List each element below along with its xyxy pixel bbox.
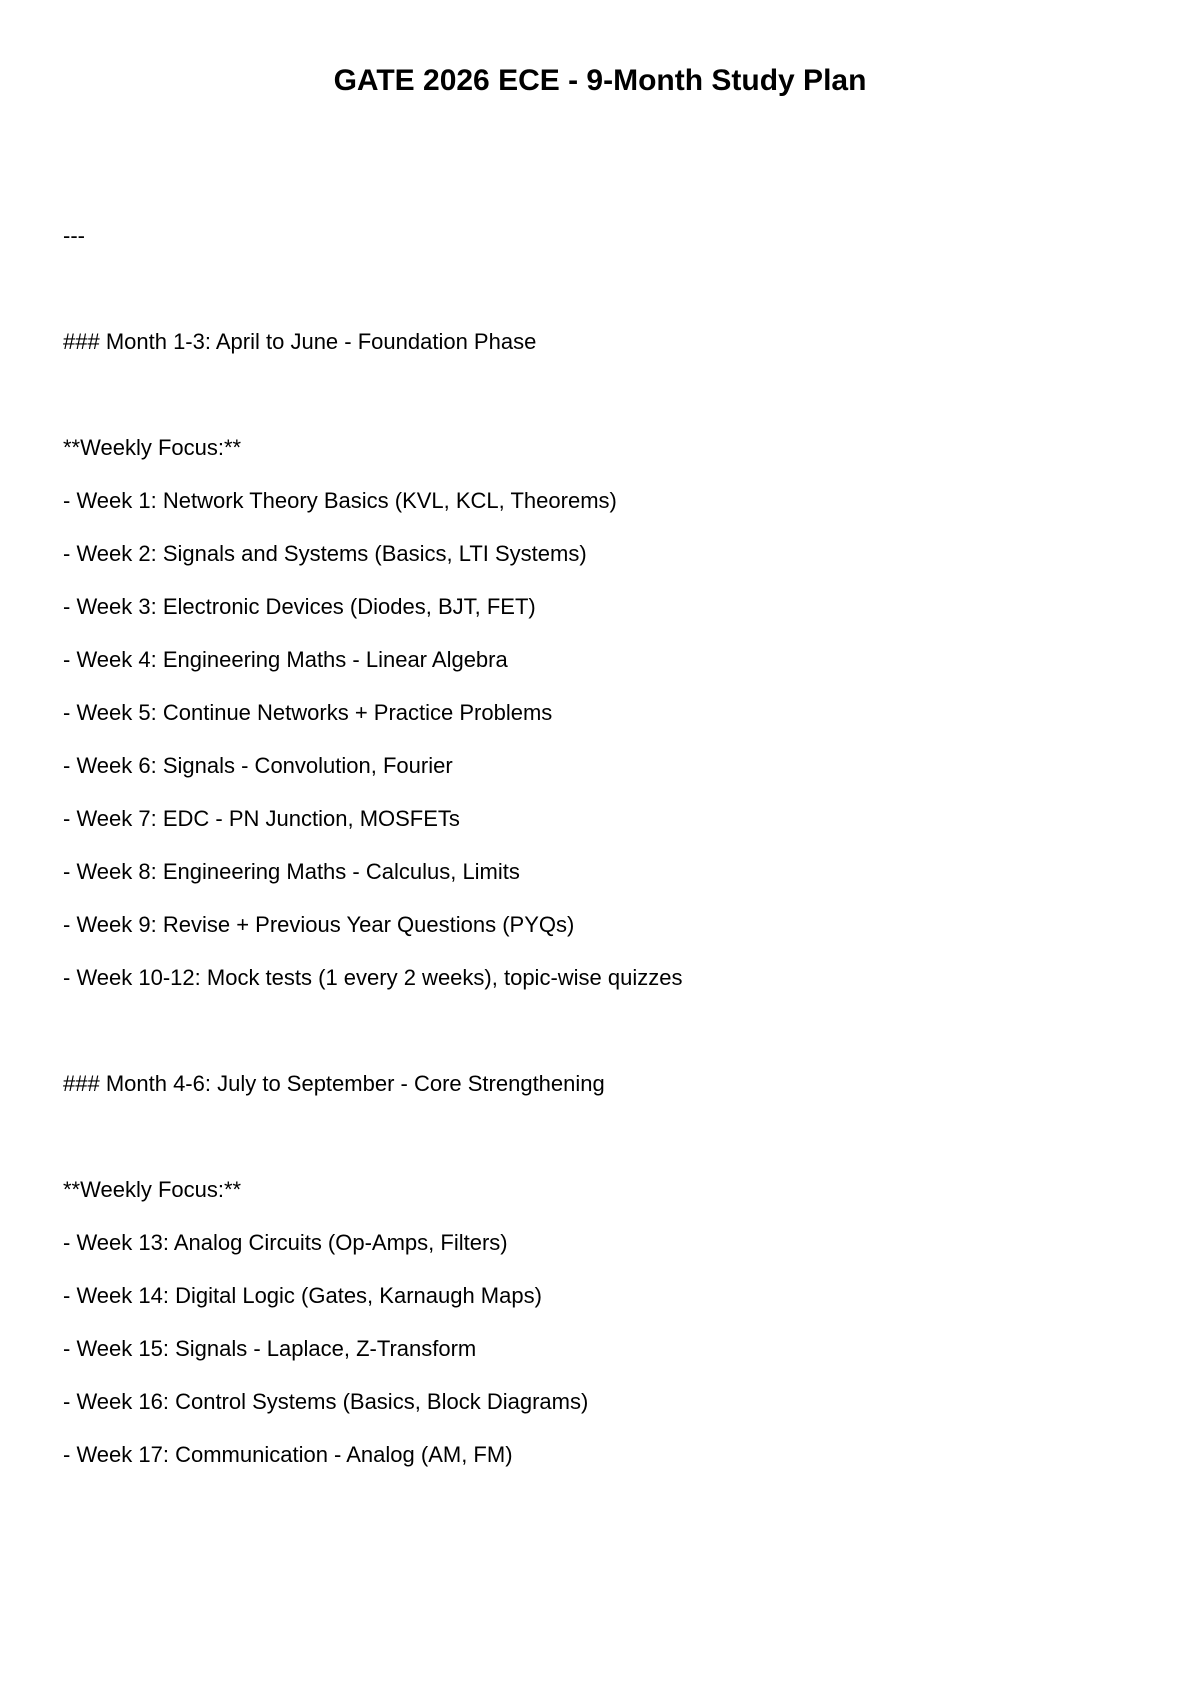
list-item: - Week 17: Communication - Analog (AM, FM)	[63, 1442, 513, 1467]
list-item: - Week 10-12: Mock tests (1 every 2 weeks), topic-wise quizzes	[63, 965, 683, 990]
list-item: - Week 7: EDC - PN Junction, MOSFETs	[63, 806, 460, 831]
weekly-focus-label: **Weekly Focus:**	[63, 435, 242, 460]
list-item: - Week 4: Engineering Maths - Linear Algebra	[63, 647, 508, 672]
list-item: - Week 2: Signals and Systems (Basics, LTI Systems)	[63, 541, 587, 566]
list-item: - Week 5: Continue Networks + Practice Problems	[63, 700, 553, 725]
document-title: GATE 2026 ECE - 9-Month Study Plan	[333, 64, 867, 97]
list-item: - Week 15: Signals - Laplace, Z-Transform	[63, 1336, 477, 1361]
list-item: - Week 6: Signals - Convolution, Fourier	[63, 753, 453, 778]
list-item: - Week 1: Network Theory Basics (KVL, KCL, Theorems)	[63, 488, 617, 513]
weekly-focus-label: **Weekly Focus:**	[63, 1177, 242, 1202]
list-item: - Week 13: Analog Circuits (Op-Amps, Filters)	[63, 1230, 508, 1255]
section-heading-month-4-6: ### Month 4-6: July to September - Core Strengthening	[63, 1071, 605, 1096]
list-item: - Week 3: Electronic Devices (Diodes, BJT, FET)	[63, 594, 536, 619]
list-item: - Week 8: Engineering Maths - Calculus, Limits	[63, 859, 520, 884]
section-heading-month-1-3: ### Month 1-3: April to June - Foundation Phase	[63, 329, 537, 354]
list-item: - Week 9: Revise + Previous Year Questions (PYQs)	[63, 912, 575, 937]
list-item: - Week 16: Control Systems (Basics, Block Diagrams)	[63, 1389, 589, 1414]
horizontal-separator: ---	[63, 223, 85, 248]
list-item: - Week 14: Digital Logic (Gates, Karnaugh Maps)	[63, 1283, 542, 1308]
